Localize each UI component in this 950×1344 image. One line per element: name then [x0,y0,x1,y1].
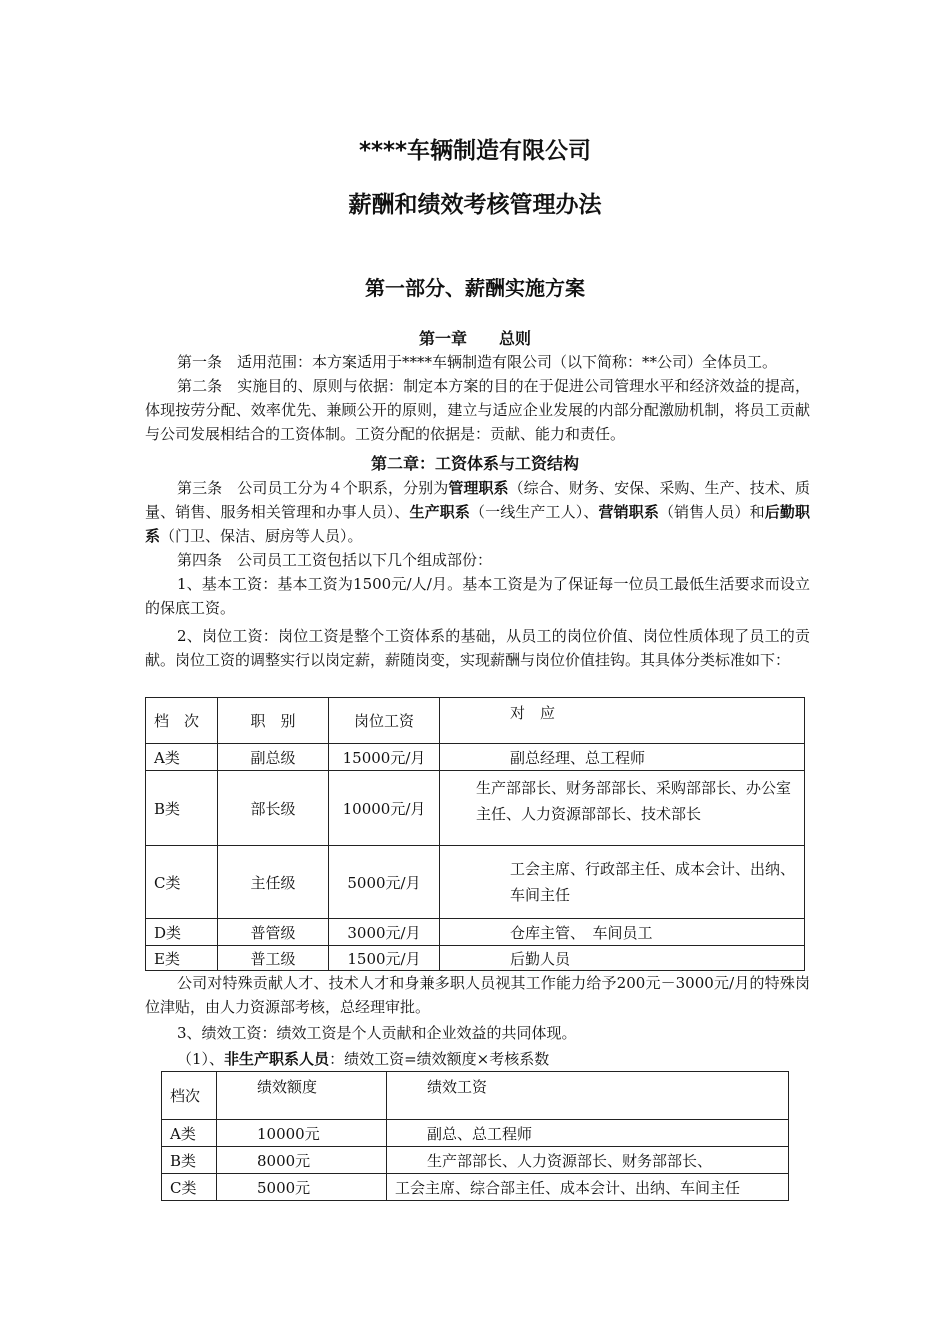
cell-rank: 普管级 [218,919,329,946]
table-row [162,1120,789,1147]
cell-grade: E类 [146,946,218,971]
non-production-staff: 非生产职系人员 [224,1050,330,1068]
special-allowance: 公司对特殊贡献人才、技术人才和身兼多职人员视其工作能力给予200元－3000元/月的特殊岗位津贴，由人力资源部考核，总经理审批。 [145,974,810,1016]
cell-perf: 副总、总工程师 [387,1120,789,1147]
header-perf-salary: 绩效工资 [387,1072,789,1120]
series-logistics: 后勤职系 [145,503,810,545]
article-3 [145,476,810,548]
formula-prefix: （1）、 [177,1050,225,1068]
article-3-d: （销售人员）和 [658,503,765,521]
table-row [162,1174,789,1201]
cell-grade: C类 [162,1174,217,1201]
article-3-b: （综合、财务、安保、采购、生产、技术、质量、销售、服务相关管理和办事人员）、 [145,479,810,521]
performance-table [161,1071,789,1201]
cell-mapping: 生产部部长、财务部部长、采购部部长、办公室主任、人力资源部部长、技术部长 [440,771,805,846]
cell-grade: C类 [146,846,218,919]
table-row [146,744,805,771]
cell-grade: A类 [146,744,218,771]
header-grade: 档次 [162,1072,217,1120]
table-row [146,946,805,971]
table-header-row [162,1072,789,1120]
post-salary-table [145,697,805,971]
article-3-c: （一线生产工人）、 [469,503,599,521]
cell-rank: 部长级 [218,771,329,846]
article-3-a: 第三条 公司员工分为４个职系，分别为 [177,479,449,497]
series-marketing: 营销职系 [598,503,659,521]
header-rank: 职 别 [218,698,329,744]
cell-salary: 5000元/月 [329,846,440,919]
company-title: ****车辆制造有限公司 [358,138,592,164]
part-title: 第一部分、薪酬实施方案 [365,276,585,300]
table-row [146,919,805,946]
cell-mapping: 仓库主管、 车间员工 [440,919,805,946]
chapter1-heading: 第一章 总则 [418,329,531,348]
series-management: 管理职系 [448,479,509,497]
article-3-e: （门卫、保洁、厨房等人员）。 [160,527,363,545]
cell-mapping: 后勤人员 [440,946,805,971]
article-2: 第二条 实施目的、原则与依据：制定本方案的目的在于促进公司管理水平和经济效益的提高，体现按劳分配、效率优先、兼顾公开的原则，建立与适应企业发展的内部分配激励机制，将员工贡献与公司发展相结合的工资体制。工资分配的依据是：贡献、能力和责任。 [145,377,810,443]
post-salary: 2、岗位工资：岗位工资是整个工资体系的基础，从员工的岗位价值、岗位性质体现了员工的贡献。岗位工资的调整实行以岗定薪，薪随岗变，实现薪酬与岗位价值挂钩。其具体分类标准如下： [145,627,810,669]
non-production-formula [177,1047,807,1071]
cell-salary: 10000元/月 [329,771,440,846]
table-row [146,846,805,919]
cell-mapping: 工会主席、行政部主任、成本会计、出纳、车间主任 [440,846,805,919]
cell-grade: B类 [146,771,218,846]
cell-rank: 副总级 [218,744,329,771]
cell-grade: B类 [162,1147,217,1174]
cell-rank: 普工级 [218,946,329,971]
cell-quota: 10000元 [217,1120,387,1147]
table-header-row [146,698,805,744]
table-row [146,771,805,846]
cell-rank: 主任级 [218,846,329,919]
cell-quota: 8000元 [217,1147,387,1174]
basic-salary: 1、基本工资：基本工资为1500元/人/月。基本工资是为了保证每一位员工最低生活要求而设立的保底工资。 [145,575,810,617]
formula-text: ：绩效工资=绩效额度×考核系数 [329,1050,550,1068]
header-grade: 档 次 [146,698,218,744]
article-4: 第四条 公司员工工资包括以下几个组成部份： [177,551,493,569]
cell-perf: 工会主席、综合部主任、成本会计、出纳、车间主任 [387,1174,789,1201]
series-production: 生产职系 [409,503,470,521]
cell-salary: 15000元/月 [329,744,440,771]
chapter2-heading: 第二章：工资体系与工资结构 [370,454,579,473]
article-1: 第一条 适用范围：本方案适用于****车辆制造有限公司（以下简称：**公司）全体员工。 [177,353,778,371]
cell-grade: D类 [146,919,218,946]
cell-grade: A类 [162,1120,217,1147]
header-post-salary: 岗位工资 [329,698,440,744]
cell-perf: 生产部部长、人力资源部长、财务部部长、 [387,1147,789,1174]
document-title: 薪酬和绩效考核管理办法 [348,192,602,218]
cell-salary: 3000元/月 [329,919,440,946]
cell-quota: 5000元 [217,1174,387,1201]
header-mapping: 对 应 [440,698,805,744]
cell-mapping: 副总经理、总工程师 [440,744,805,771]
table-row [162,1147,789,1174]
cell-salary: 1500元/月 [329,946,440,971]
header-quota: 绩效额度 [217,1072,387,1120]
performance-salary: 3、绩效工资：绩效工资是个人贡献和企业效益的共同体现。 [177,1024,577,1042]
